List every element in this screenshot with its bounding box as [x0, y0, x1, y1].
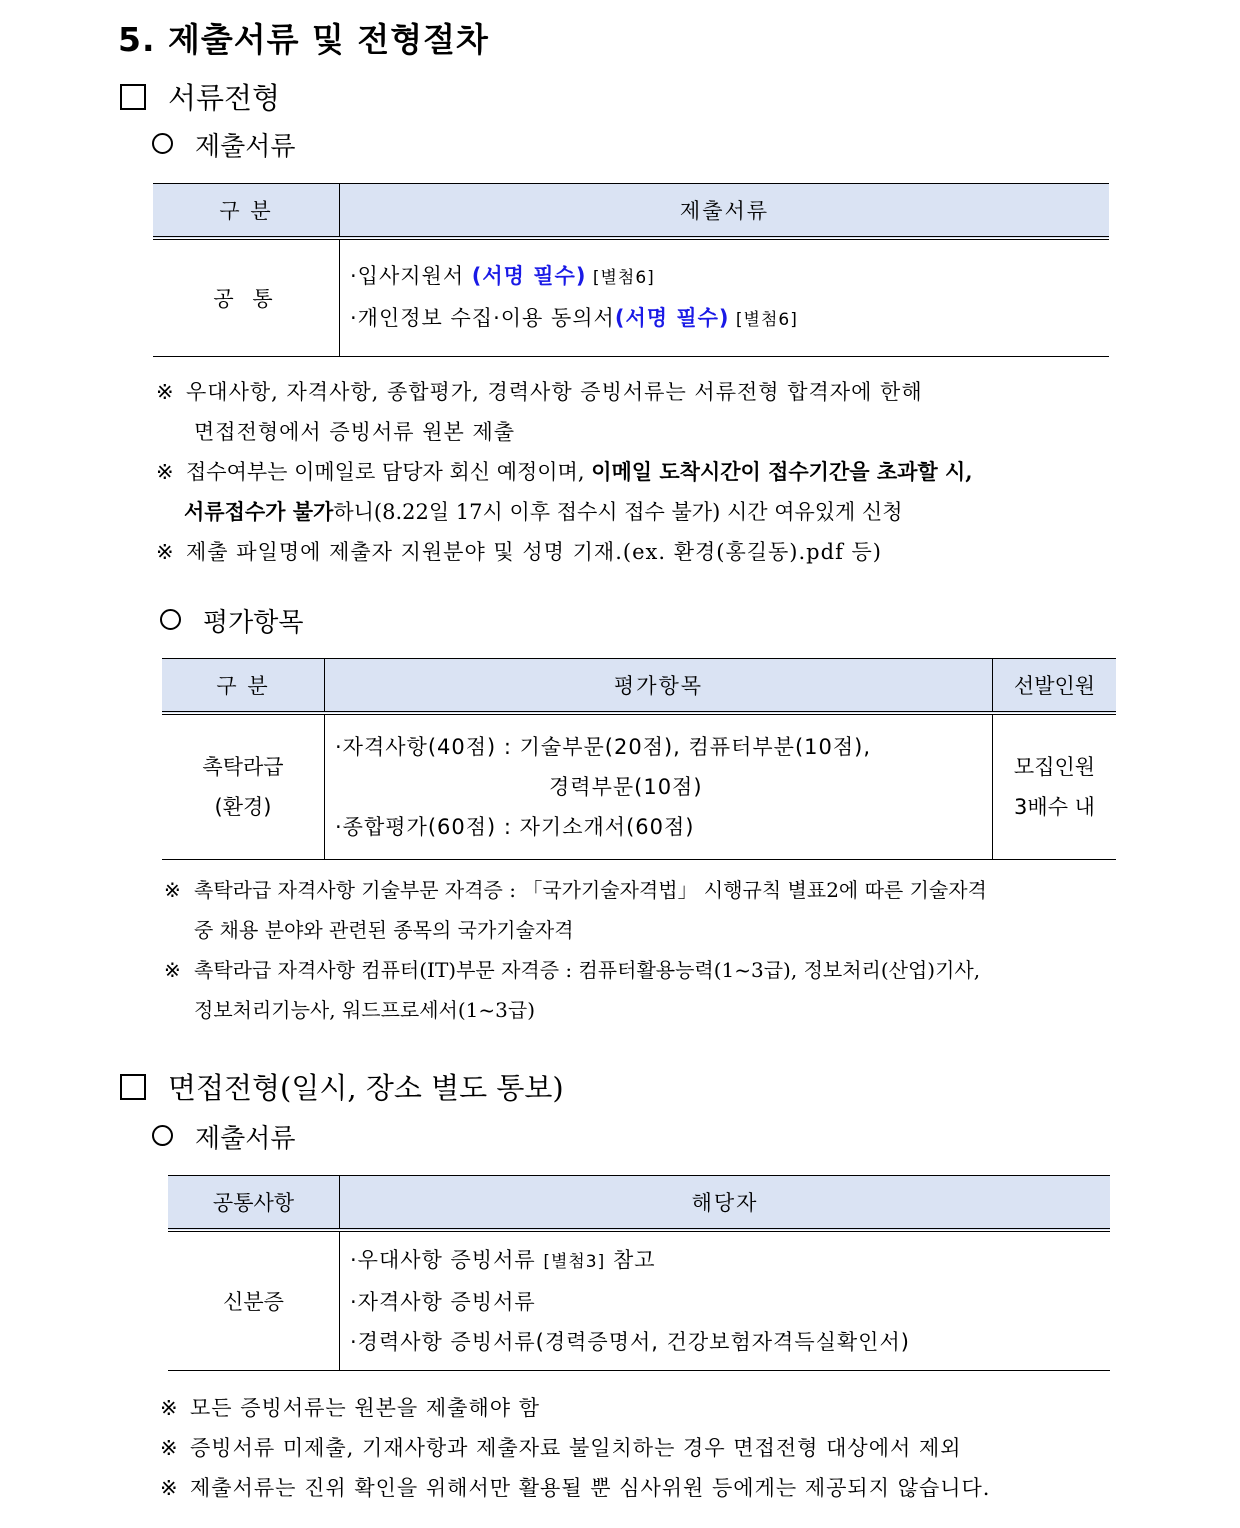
signature-required-label: (서명 필수): [614, 306, 730, 330]
row-label-cell: [162, 713, 325, 860]
table-header-docs: 제출서류: [340, 184, 1110, 239]
note-item: [156, 376, 923, 406]
square-bullet-icon: [120, 1074, 146, 1100]
selection-text: 모집인원: [1013, 755, 1096, 779]
eval-items-cell: [325, 713, 993, 860]
subsection-eval: [160, 602, 303, 639]
eval-item-continuation: 경력부문(10점): [549, 775, 703, 799]
doc-item-career: ·경력사항 증빙서류(경력증명서, 건강보험자격득실확인서): [350, 1330, 910, 1354]
docs-cell: [340, 238, 1110, 357]
subsection-title: 제출서류: [195, 1124, 296, 1154]
row-label: 촉탁라급: [202, 755, 284, 779]
note-item: [164, 954, 980, 983]
eval-item: ·종합평가(60점) : 자기소개서(60점): [335, 815, 695, 839]
note-text: 접수여부는 이메일로 담당자 회신 예정이며,: [186, 460, 592, 484]
reference-mark-icon: ※: [164, 958, 181, 982]
note-item: [160, 1392, 540, 1422]
table-header-selection: 선발인원: [993, 659, 1117, 714]
table-header-eval: 평가항목: [325, 659, 993, 714]
table-row: [153, 238, 1109, 357]
note-text: 제출서류는 진위 확인을 위해서만 활용될 뿐 심사위원 등에게는 제공되지 않습니다.: [190, 1476, 991, 1500]
reference-mark-icon: ※: [160, 1476, 179, 1500]
note-emphasis: 서류접수가 불가: [184, 499, 334, 524]
reference-mark-icon: ※: [160, 1436, 179, 1460]
doc-item-qualification: ·자격사항 증빙서류: [350, 1290, 536, 1314]
table-header-category: 구 분: [153, 184, 340, 239]
row-label-common: 공 통: [153, 238, 340, 357]
note-text: 모든 증빙서류는 원본을 제출해야 함: [190, 1396, 540, 1420]
attachment-ref: [별첨6]: [729, 310, 798, 330]
attachment-ref: [별첨3]: [543, 1252, 606, 1272]
reference-mark-icon: ※: [164, 878, 181, 902]
subsection-interview-docs: [152, 1118, 295, 1155]
note-continuation: 정보처리기능사, 워드프로세서(1~3급): [194, 998, 536, 1022]
section-doc-review: [120, 76, 280, 117]
circle-bullet-icon: [160, 609, 181, 630]
circle-bullet-icon: [152, 133, 173, 154]
row-label-sub: (환경): [214, 795, 272, 819]
circle-bullet-icon: [152, 1125, 173, 1146]
doc-item-text: ·우대사항 증빙서류: [350, 1248, 544, 1272]
doc-item-application: [350, 256, 1109, 298]
reference-mark-icon: ※: [160, 1396, 179, 1420]
interview-docs-cell: [340, 1230, 1111, 1371]
note-text: 촉탁라급 자격사항 컴퓨터(IT)부문 자격증 : 컴퓨터활용능력(1~3급), 정보처리(산업)기사,: [194, 958, 981, 982]
note-text: 촉탁라급 자격사항 기술부문 자격증 : 「국가기술자격법」 시행규칙 별표2에 따른 기술자격: [194, 878, 987, 902]
doc-item-text: ·입사지원서: [350, 264, 472, 288]
row-label-id: 신분증: [168, 1230, 340, 1371]
note-item: [160, 1432, 962, 1462]
subsection-title: 제출서류: [195, 132, 296, 162]
table-header-common: 공통사항: [168, 1176, 340, 1231]
selection-text: 3배수 내: [1014, 795, 1095, 819]
signature-required-label: (서명 필수): [471, 264, 587, 288]
note-item: [156, 456, 973, 486]
note-continuation: 면접전형에서 증빙서류 원본 제출: [194, 420, 516, 444]
square-bullet-icon: [120, 84, 146, 110]
table-header-category: 구 분: [162, 659, 325, 714]
note-item: [164, 874, 987, 903]
table-row: [162, 713, 1116, 860]
eval-table: [162, 658, 1116, 860]
subsection-title: 평가항목: [203, 608, 304, 638]
note-emphasis: 이메일 도착시간이 접수기간을 초과할 시,: [591, 459, 973, 484]
note-text: 우대사항, 자격사항, 종합평가, 경력사항 증빙서류는 서류전형 합격자에 한해: [186, 380, 923, 404]
note-text: 제출 파일명에 제출자 지원분야 및 성명 기재.(ex. 환경(홍길동).pdf 등): [186, 540, 882, 564]
note-continuation: 중 채용 분야와 관련된 종목의 국가기술자격: [194, 918, 574, 942]
table-header-applicable: 해당자: [340, 1176, 1111, 1231]
doc-item-text: ·개인정보 수집·이용 동의서: [350, 306, 615, 330]
page-title: 5. 제출서류 및 전형절차: [118, 20, 489, 59]
selection-cell: [993, 713, 1117, 860]
section-title: 서류전형: [168, 81, 281, 115]
attachment-ref: [별첨6]: [586, 268, 655, 288]
subsection-submit-docs: [152, 126, 295, 163]
note-item: [156, 536, 882, 566]
note-item: [160, 1472, 990, 1502]
reference-mark-icon: ※: [156, 380, 175, 404]
doc-item-privacy-consent: [350, 298, 1109, 340]
table-row: [168, 1230, 1110, 1371]
section-title: 면접전형(일시, 장소 별도 통보): [168, 1071, 564, 1105]
doc-item-preference: [350, 1240, 1110, 1282]
note-text: 증빙서류 미제출, 기재사항과 제출자료 불일치하는 경우 면접전형 대상에서 제외: [190, 1436, 962, 1460]
interview-docs-table: [168, 1175, 1110, 1371]
section-interview: [120, 1066, 564, 1107]
submit-docs-table: [153, 183, 1109, 357]
doc-item-text: 참고: [605, 1248, 656, 1272]
reference-mark-icon: ※: [156, 460, 174, 484]
note-text: 하니(8.22일 17시 이후 접수시 접수 불가) 시간 여유있게 신청: [333, 500, 903, 524]
eval-item: ·자격사항(40점) : 기술부문(20점), 컴퓨터부분(10점),: [335, 735, 872, 759]
note-continuation: [184, 496, 903, 526]
reference-mark-icon: ※: [156, 540, 175, 564]
